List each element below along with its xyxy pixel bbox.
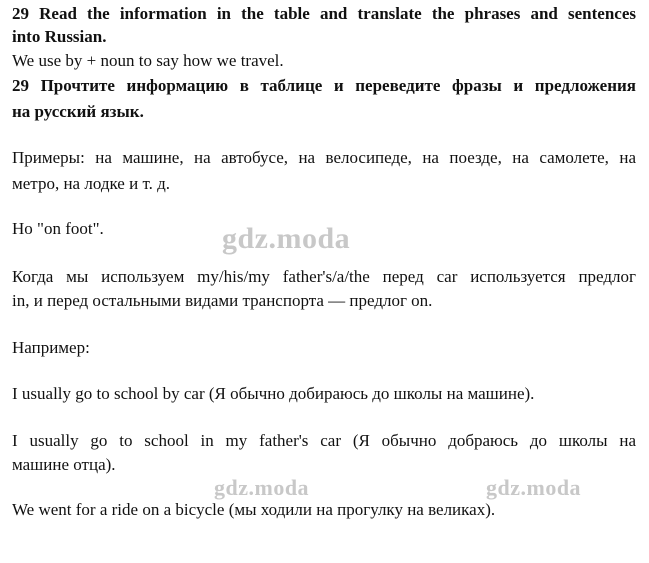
for-example-label: Например: [12, 338, 90, 357]
watermark-bottom-right: gdz.moda [486, 475, 582, 500]
watermark-center: gdz.moda [222, 222, 351, 255]
examples-line2: метро, на лодке и т. д. [12, 174, 171, 193]
example-sentence-1: I usually go to school by car (Я обычно добираюсь до школы на машине). [12, 384, 535, 403]
example-sentence-2-line2: машине отца). [12, 455, 116, 474]
examples-line1: Примеры: на машине, на автобусе, на велосипеде, на поезде, на самолете, на [12, 148, 636, 167]
example-sentence-3: We went for a ride on a bicycle (мы ходили на прогулку на великах). [12, 500, 496, 519]
exercise-title-ru-line1: 29 Прочтите информацию в таблице и переведите фразы и предложения [12, 76, 636, 95]
exercise-title-en-line1: 29 Read the information in the table and translate the phrases and sentences [12, 4, 636, 23]
rule-en: We use by + noun to say how we travel. [12, 51, 284, 70]
on-foot-note: Но "on foot". [12, 219, 104, 238]
exercise-title-ru-line2: на русский язык. [12, 102, 144, 121]
rule-ru-line1: Когда мы используем my/his/my father's/a/the перед car используется предлог [12, 267, 636, 286]
exercise-title-en-line2: into Russian. [12, 27, 107, 46]
rule-ru-line2: in, и перед остальными видами транспорта — предлог on. [12, 291, 433, 310]
example-sentence-2-line1: I usually go to school in my father's car (Я обычно добраюсь до школы на [12, 431, 636, 450]
watermark-bottom-left: gdz.moda [214, 475, 310, 500]
